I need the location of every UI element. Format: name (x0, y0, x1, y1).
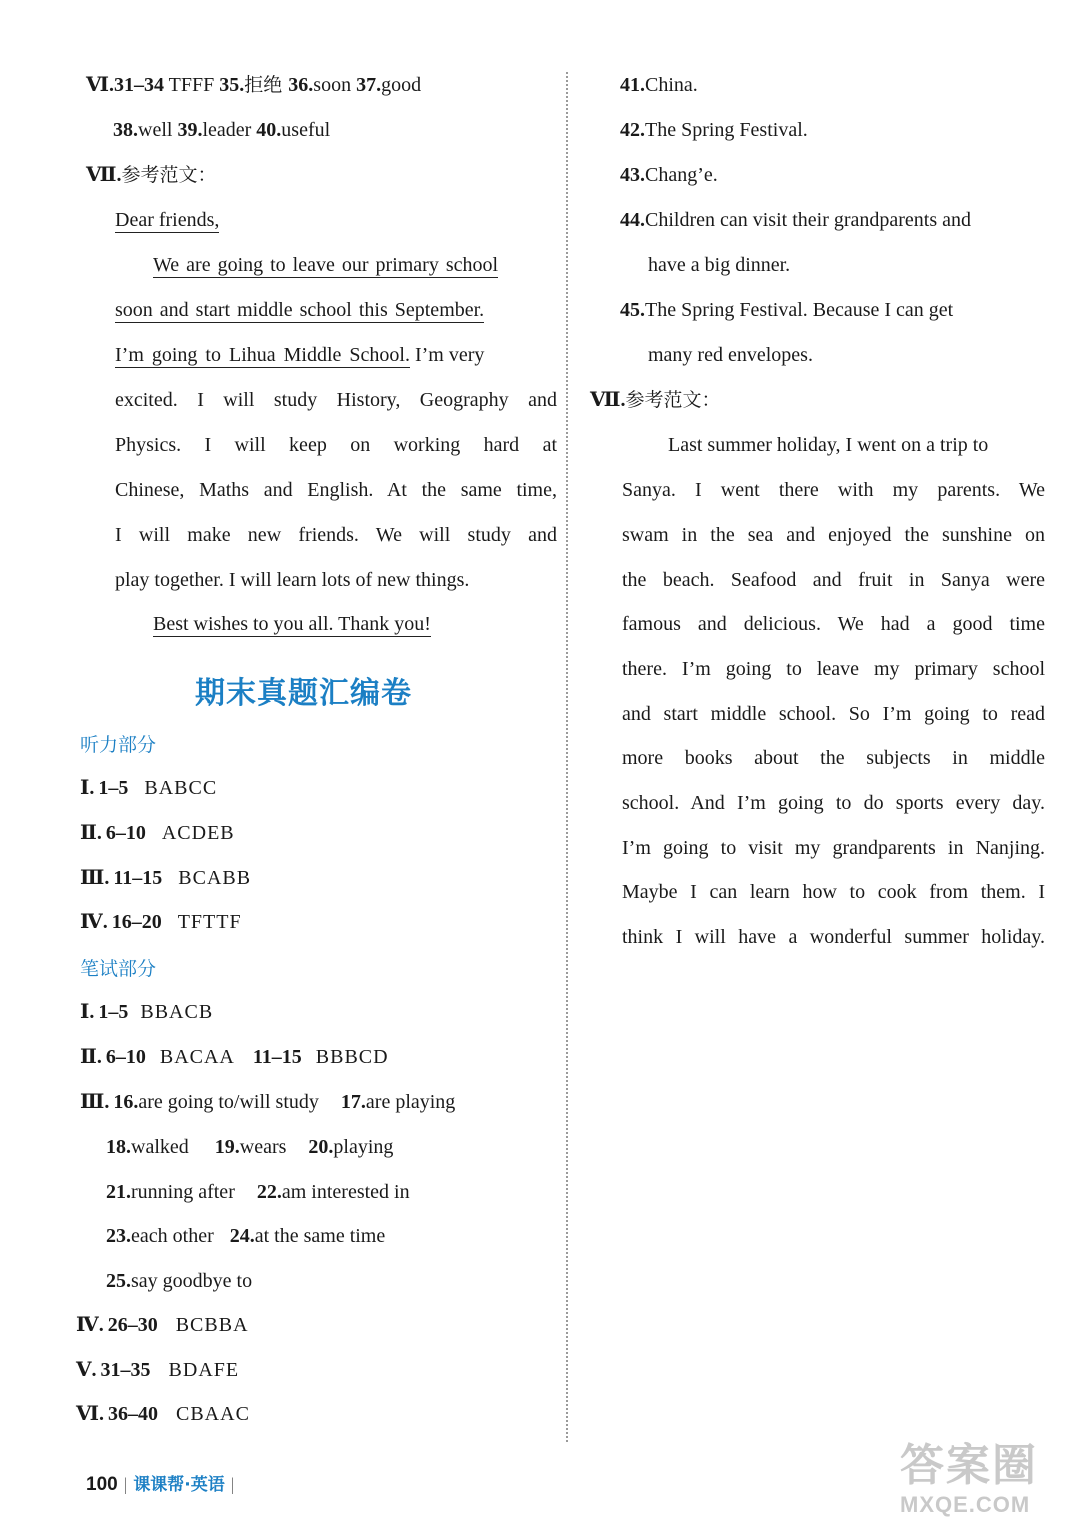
essay-greeting: Dear friends, (115, 209, 220, 231)
answer-line-vi: Ⅵ.31–34 TFFF 35.拒绝 36.soon 37.good (86, 74, 422, 96)
written-answer: 21.running after 22.am interested in (106, 1181, 410, 1203)
watermark-url: MXQE.COM (900, 1492, 1031, 1517)
written-answer: Ⅱ. 6–10 BACAA 11–15 BBBCD (80, 1046, 389, 1068)
listening-answer: Ⅰ. 1–5 BABCC (80, 777, 218, 799)
essay-line: We are going to leave our primary school (153, 254, 499, 276)
watermark-logo (900, 1440, 1060, 1530)
column-divider (566, 72, 568, 1442)
essay-line: swam in the sea and enjoyed the sunshine on (622, 524, 1045, 546)
essay-line: Maybe I can learn how to cook from them. I (622, 881, 1045, 903)
written-answer: Ⅴ. 31–35 BDAFE (76, 1359, 240, 1381)
written-answer: 23.each other 24.at the same time (106, 1225, 386, 1247)
listening-answer: Ⅳ. 16–20 TFTTF (80, 911, 242, 933)
written-answer: 25.say goodbye to (106, 1270, 253, 1292)
essay-closing: Best wishes to you all. Thank you! (153, 613, 431, 635)
answer-line-38-40: 38.well 39.leader 40.useful (113, 119, 331, 141)
written-answer: Ⅳ. 26–30 BCBBA (76, 1314, 249, 1336)
page-number: 100 (86, 1474, 118, 1495)
essay-line: Chinese, Maths and English. At the same time, (115, 479, 557, 501)
answer-42: 42.The Spring Festival. (620, 119, 808, 141)
written-answer: Ⅵ. 36–40 CBAAC (76, 1403, 250, 1425)
written-answer: 18.walked 19.wears 20.playing (106, 1136, 394, 1158)
listening-answer: Ⅱ. 6–10 ACDEB (80, 822, 235, 844)
section-title: 期末真题汇编卷 (195, 676, 412, 711)
essay-line: Last summer holiday, I went on a trip to (668, 434, 989, 456)
listening-answer: Ⅲ. 11–15 BCABB (80, 867, 252, 889)
essay-line: there. I’m going to leave my primary school (622, 658, 1045, 680)
essay-line: school. And I’m going to do sports every day. (622, 792, 1045, 814)
written-answer: Ⅲ. 16.are going to/will study 17.are playing (80, 1091, 456, 1113)
essay-line: I will make new friends. We will study and (115, 524, 557, 546)
essay-line: famous and delicious. We had a good time (622, 613, 1045, 635)
written-heading: 笔试部分 (80, 958, 157, 980)
section-vii-label: Ⅶ.参考范文： (86, 164, 217, 186)
watermark-text: 答案圈 (900, 1440, 1038, 1491)
answer-45: 45.The Spring Festival. Because I can get (620, 299, 954, 321)
answer-44: 44.Children can visit their grandparents and (620, 209, 972, 231)
answer-44-cont: have a big dinner. (648, 254, 791, 276)
answer-41: 41.China. (620, 74, 698, 96)
essay-line: excited. I will study History, Geography and (115, 389, 557, 411)
written-answer: Ⅰ. 1–5 BBACB (80, 1001, 214, 1023)
essay-line: I’m going to visit my grandparents in Nanjing. (622, 837, 1045, 859)
essay-line: more books about the subjects in middle (622, 747, 1045, 769)
page-footer: 100 | 课课帮·英语 | (86, 1474, 235, 1495)
essay-line: Physics. I will keep on working hard at (115, 434, 557, 456)
answer-45-cont: many red envelopes. (648, 344, 813, 366)
essay-line: play together. I will learn lots of new things. (115, 569, 470, 591)
listening-heading: 听力部分 (80, 734, 157, 756)
book-title: 课课帮·英语 (133, 1475, 225, 1495)
answer-43: 43.Chang’e. (620, 164, 718, 186)
essay-line: think I will have a wonderful summer holiday. (622, 926, 1045, 948)
essay-line: Sanya. I went there with my parents. We (622, 479, 1045, 501)
section-vii-label: Ⅶ.参考范文： (590, 389, 721, 411)
essay-line: and start middle school. So I’m going to read (622, 703, 1045, 725)
essay-line: I’m going to Lihua Middle School. I’m very (115, 344, 485, 366)
essay-line: the beach. Seafood and fruit in Sanya were (622, 569, 1045, 591)
essay-line: soon and start middle school this September. (115, 299, 485, 321)
